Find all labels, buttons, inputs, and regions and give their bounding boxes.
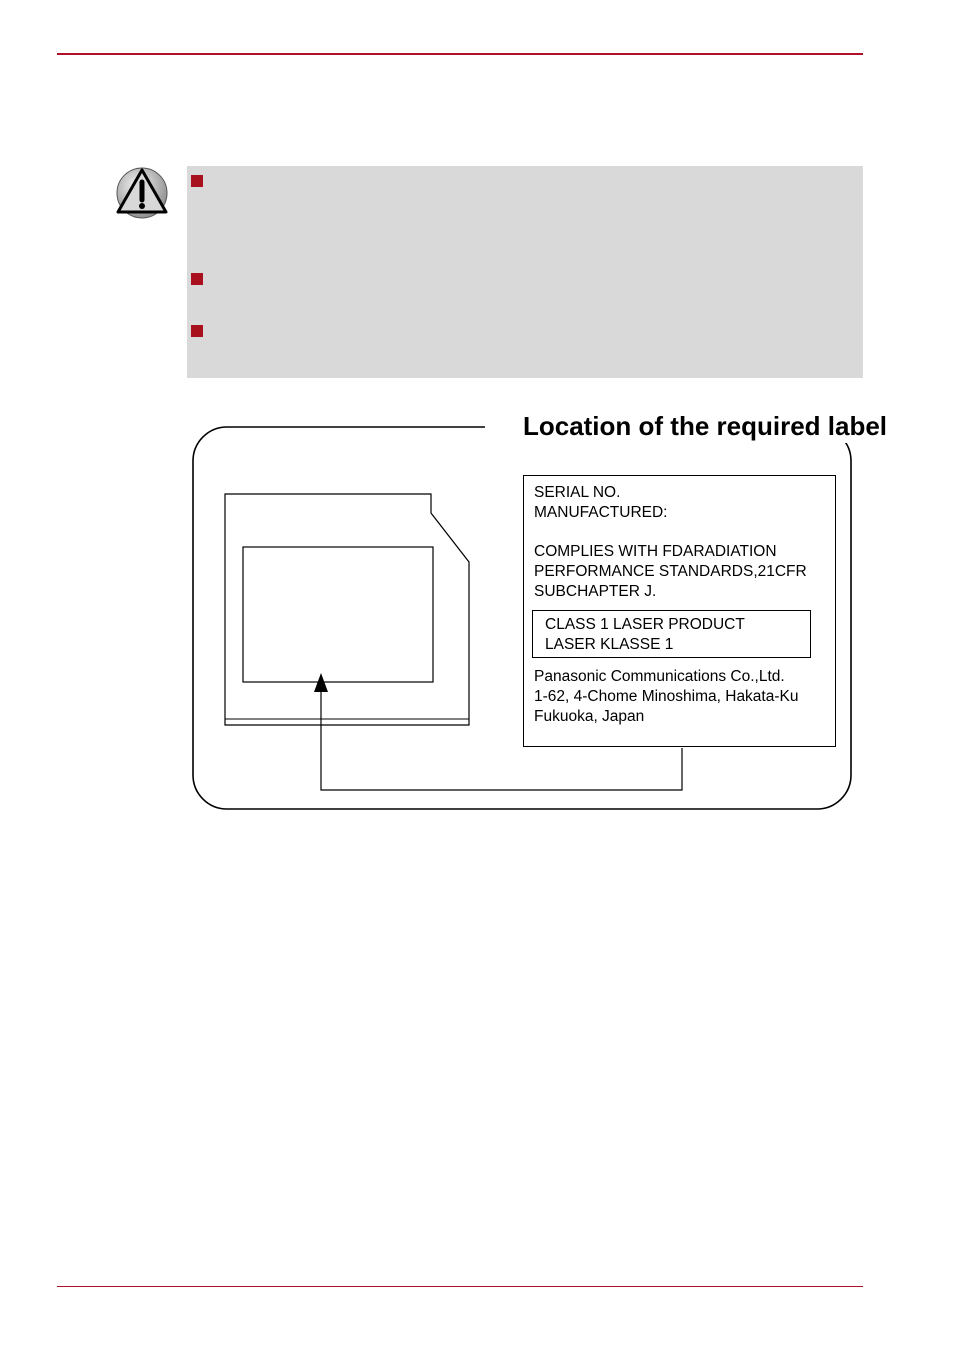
complies-line-2: PERFORMANCE STANDARDS,21CFR	[534, 563, 807, 580]
square-bullet-icon	[191, 325, 203, 337]
maker-line-2: 1-62, 4-Chome Minoshima, Hakata-Ku	[534, 688, 799, 705]
complies-line-1: COMPLIES WITH FDARADIATION	[534, 543, 777, 560]
compliance-label	[523, 475, 836, 747]
square-bullet-icon	[191, 273, 203, 285]
manufactured-line: MANUFACTURED:	[534, 504, 668, 521]
warning-box	[187, 166, 863, 378]
maker-line-3: Fukuoka, Japan	[534, 708, 645, 725]
square-bullet-icon	[191, 175, 203, 187]
drive-outline	[225, 494, 469, 725]
diagram-title: Location of the required label	[485, 409, 925, 443]
footer-rule	[57, 1286, 863, 1287]
warning-triangle-icon	[115, 166, 169, 220]
class-line-2: LASER KLASSE 1	[545, 636, 674, 653]
class-line-1: CLASS 1 LASER PRODUCT	[545, 616, 745, 633]
label-area	[243, 547, 433, 682]
label-location-diagram	[190, 405, 888, 813]
complies-line-3: SUBCHAPTER J.	[534, 583, 657, 600]
serial-line: SERIAL NO.	[534, 484, 621, 501]
maker-line-1: Panasonic Communications Co.,Ltd.	[534, 668, 785, 685]
header-rule	[57, 53, 863, 55]
laser-class-box	[532, 610, 811, 658]
